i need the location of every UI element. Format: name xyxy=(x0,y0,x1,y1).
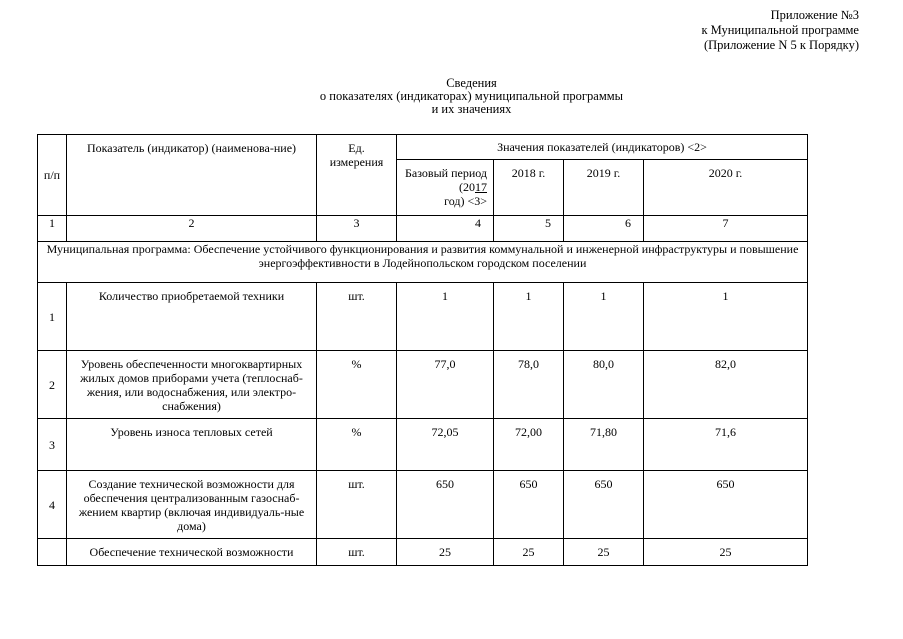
program-title: Муниципальная программа: Обеспечение устойчивого функционирования и развития коммунальной и инженерной инфраструктуры и повышение энергоэффективности в Лодейнопольском городском поселении xyxy=(38,242,808,283)
value-2019: 80,0 xyxy=(564,351,644,419)
base-period-year: 17 xyxy=(475,180,487,194)
indicator-unit: шт. xyxy=(317,283,397,351)
appendix-line-1: Приложение №3 xyxy=(770,8,859,22)
heading-line-1: Сведения xyxy=(446,76,497,90)
column-number: 7 xyxy=(644,216,808,242)
column-number: 5 xyxy=(494,216,564,242)
value-2020: 650 xyxy=(644,471,808,539)
indicator-unit: % xyxy=(317,351,397,419)
header-2020: 2020 г. xyxy=(644,160,808,216)
row-number: 4 xyxy=(38,471,67,539)
value-2019: 650 xyxy=(564,471,644,539)
header-2019: 2019 г. xyxy=(564,160,644,216)
value-2020: 71,6 xyxy=(644,419,808,471)
value-2018: 78,0 xyxy=(494,351,564,419)
value-2019: 25 xyxy=(564,539,644,566)
indicator-name: Обеспечение технической возможности xyxy=(67,539,317,566)
table-row xyxy=(38,283,808,351)
appendix-line-2: к Муниципальной программе xyxy=(701,23,859,37)
indicator-unit: шт. xyxy=(317,471,397,539)
table-row xyxy=(38,351,808,419)
indicator-name: Уровень износа тепловых сетей xyxy=(67,419,317,471)
value-2020: 82,0 xyxy=(644,351,808,419)
column-number: 6 xyxy=(564,216,644,242)
indicator-unit: шт. xyxy=(317,539,397,566)
row-number xyxy=(38,539,67,566)
heading-line-3: и их значениях xyxy=(431,102,512,116)
value-2020: 25 xyxy=(644,539,808,566)
row-number: 1 xyxy=(38,283,67,351)
value-base: 1 xyxy=(397,283,494,351)
column-number: 2 xyxy=(67,216,317,242)
value-2018: 25 xyxy=(494,539,564,566)
value-2018: 650 xyxy=(494,471,564,539)
table-row xyxy=(38,471,808,539)
appendix-line-3: (Приложение N 5 к Порядку) xyxy=(703,38,859,52)
column-number: 4 xyxy=(397,216,494,242)
value-2019: 1 xyxy=(564,283,644,351)
base-period-suffix: год) <3> xyxy=(444,194,487,208)
table-row xyxy=(38,539,808,566)
value-base: 650 xyxy=(397,471,494,539)
indicators-table xyxy=(37,134,808,566)
value-2019: 71,80 xyxy=(564,419,644,471)
value-base: 25 xyxy=(397,539,494,566)
header-row-1 xyxy=(38,135,808,160)
indicator-name: Создание технической возможности для обеспечения централизованным газоснаб-жением квартир (включая индивидуаль-ные дома) xyxy=(67,471,317,539)
value-2018: 72,00 xyxy=(494,419,564,471)
indicator-unit: % xyxy=(317,419,397,471)
header-num: п/п xyxy=(38,135,67,216)
header-values-group: Значения показателей (индикаторов) <2> xyxy=(397,135,808,160)
heading-line-2: о показателях (индикаторах) муниципальной программы xyxy=(319,89,624,103)
value-2020: 1 xyxy=(644,283,808,351)
header-unit: Ед. измерения xyxy=(317,135,397,216)
row-number: 3 xyxy=(38,419,67,471)
table-row xyxy=(38,419,808,471)
header-2018: 2018 г. xyxy=(494,160,564,216)
value-base: 77,0 xyxy=(397,351,494,419)
row-number: 2 xyxy=(38,351,67,419)
header-base-period xyxy=(397,160,494,216)
appendix-note xyxy=(701,8,859,53)
document-heading xyxy=(0,77,903,116)
indicator-name: Уровень обеспеченности многоквартирных жилых домов приборами учета (теплоснаб-жения, или водоснабжения, или электро-снабжения) xyxy=(67,351,317,419)
value-base: 72,05 xyxy=(397,419,494,471)
header-indicator: Показатель (индикатор) (наименова-ние) xyxy=(67,135,317,216)
column-number: 3 xyxy=(317,216,397,242)
value-2018: 1 xyxy=(494,283,564,351)
base-period-prefix: Базовый период (20 xyxy=(405,166,487,194)
column-number: 1 xyxy=(38,216,67,242)
indicator-name: Количество приобретаемой техники xyxy=(67,283,317,351)
program-title-row xyxy=(38,242,808,283)
column-numbers-row xyxy=(38,216,808,242)
